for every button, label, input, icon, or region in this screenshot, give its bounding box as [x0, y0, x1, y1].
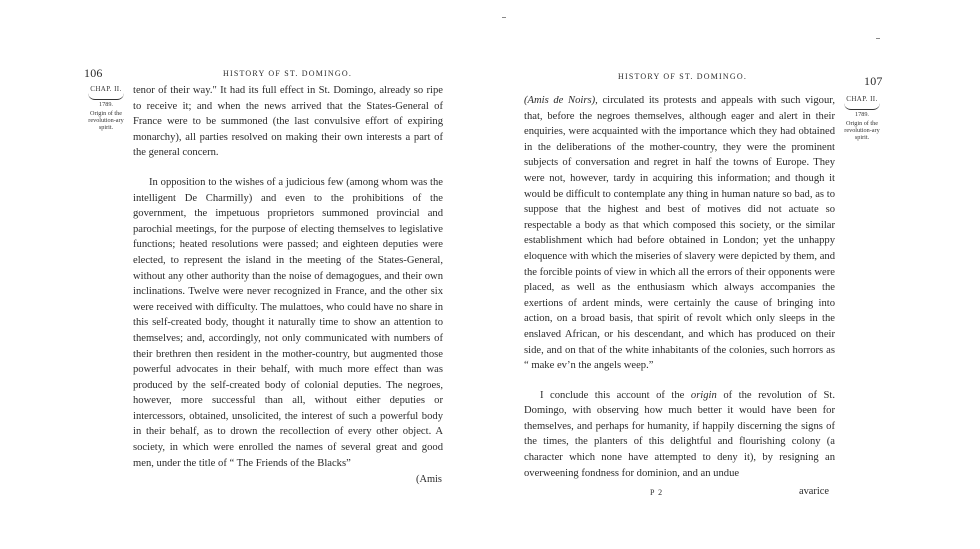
catchword: (Amis [416, 474, 442, 485]
margin-note [85, 86, 127, 131]
italic-word: origin [690, 389, 717, 401]
right-page [490, 0, 980, 549]
paragraph-text: circulated its protests and appeals with such vigour, that, before the negroes themselves, although eager and alert in their enquiries, were acquainted with the importance which they had obtained in the deliberations of the mother-country, they were the prominent subjects of conversation and regret in half the towns of Europe. They were not, however, tardy in acquiring this information; and though it would be difficult to contemplate any thing in human nature so bad, as to suppose that the highest and best of motives did not actuate so respectable a body as that which composed this society, or the similar establishment which had before obtained in London; yet the unhappy eloquence with which the miseries of slavery were depicted by them, and the forcible points of view in which all the errors of their opponents were placed, as well as the enthusiasm which always accompanies the exertions of ardent minds, were certainly the cause of bringing into action, on a broad basis, that spirit of revolt which only sleeps in the enslaved African, or his descendant, and which has produced on their side, and on that of the white inhabitants of the colonies, such horrors as “ make ev’n the angels weep.” [524, 95, 836, 372]
paragraph-text: of the revolution of St. Domingo, with observing how much better it would have been for themselves, and perhaps for humanity, if happily discerning the signs of the times, the planters of this delightful and flourishing colony (a character which none have attempted to deny it), by resigning an overweening fondness for dominion, and an undue [524, 389, 835, 479]
body-text [524, 93, 835, 481]
margin-chapter: CHAP. II. [846, 95, 878, 103]
margin-year: 1789. [855, 111, 869, 118]
signature-mark: P 2 [650, 488, 664, 497]
margin-note-text: Origin of the revolution-ary spirit. [844, 120, 880, 141]
scan-mark [876, 38, 880, 39]
paragraph [524, 93, 835, 374]
paragraph: In opposition to the wishes of a judicious few (among whom was the intelligent De Charmilly) and even to the prohibitions of the government, the impetuous proprietors summoned provincial and parochial meetings, for the purpose of electing themselves to legislative functions; heated resolutions were passed; and eighteen deputies were elected, to represent the island in the meeting of the States-General, without any other authority than the noise of demagogues, and their own inclinations. Twelve were never recognized in France, and the other six were received with difficulty. The mulattoes, who could have no share in this self-created body, thought it naturally time to show an attention to themselves; and, accordingly, not only communicated with numbers of their brethren then resident in the mother-country, but augmented those powerful advocates in their behalf, with much more effect than was produced by the self-created body of colonial deputies. The negroes, however, more successful than all, without either deputies or intercessors, obtained, unsolicited, the interest of such a powerful body in their behalf, as to drown the recollection of every other object. A society, in which were enrolled the names of several great and good men, under the title of “ The Friends of the Blacks” [133, 176, 443, 469]
margin-chapter: CHAP. II. [90, 85, 122, 93]
page-number: 106 [84, 66, 103, 80]
brace-mark [844, 103, 880, 110]
italic-lead: (Amis de Noirs), [524, 95, 598, 106]
scan-mark [502, 17, 506, 18]
margin-note [841, 96, 883, 141]
running-head: HISTORY OF ST. DOMINGO. [618, 72, 748, 81]
catchword: avarice [799, 486, 829, 497]
body-text [133, 83, 443, 471]
paragraph: tenor of their way." It had its full effect in St. Domingo, already so ripe to receive it; and when the news arrived that the States-General of France were to be summoned (the last convulsive effort of expiring monarchy), all parties resolved on making their own interests a part of the general concern. [133, 85, 443, 159]
brace-mark [88, 93, 124, 100]
running-head: HISTORY OF ST. DOMINGO. [223, 69, 353, 78]
margin-note-text: Origin of the revolution-ary spirit. [88, 110, 124, 131]
margin-year: 1789. [99, 101, 113, 108]
paragraph-text: I conclude this account of the [540, 389, 691, 401]
paragraph [524, 388, 835, 482]
page-number: 107 [864, 74, 883, 88]
